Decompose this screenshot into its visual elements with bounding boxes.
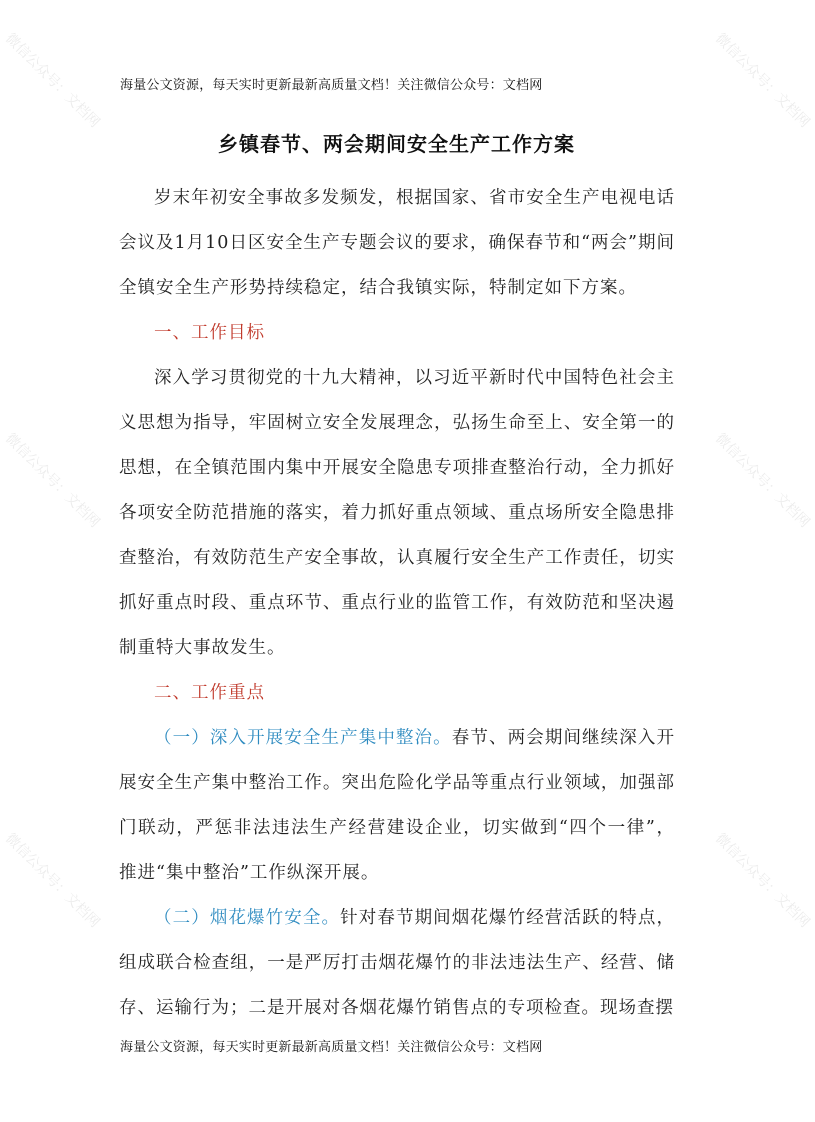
page-footer: 海量公文资源，每天实时更新最新高质量文档！关注微信公众号：文档网 bbox=[120, 1040, 543, 1055]
page-header: 海量公文资源，每天实时更新最新高质量文档！关注微信公众号：文档网 bbox=[120, 78, 543, 93]
watermark: 微信公众号：文档网 bbox=[712, 830, 813, 931]
watermark: 微信公众号：文档网 bbox=[712, 430, 813, 531]
document-body bbox=[119, 176, 675, 1031]
section-heading-goals: 一、工作目标 bbox=[154, 323, 265, 343]
focus-item-2-text: 针对春节期间烟花爆竹经营活跃的特点，组成联合检查组，一是严厉打击烟花爆竹的非法违法生产、经营、储存、运输行为；二是开展对各烟花爆竹销售点的专项检查。现场查摆 bbox=[119, 908, 676, 1018]
section-heading-focus: 二、工作重点 bbox=[154, 683, 265, 703]
focus-item-1-title: （一）深入开展安全生产集中整治。 bbox=[154, 728, 452, 748]
watermark: 微信公众号：文档网 bbox=[712, 30, 813, 131]
focus-item-1-text: 春节、两会期间继续深入开展安全生产集中整治工作。突出危险化学品等重点行业领域，加强部门联动，严惩非法违法生产经营建设企业，切实做到“四个一律”，推进“集中整治”工作纵深开展。 bbox=[119, 728, 676, 883]
document-title: 乡镇春节、两会期间安全生产工作方案 bbox=[218, 132, 575, 156]
watermark: 微信公众号：文档网 bbox=[2, 430, 103, 531]
goals-paragraph: 深入学习贯彻党的十九大精神，以习近平新时代中国特色社会主义思想为指导，牢固树立安全发展理念，弘扬生命至上、安全第一的思想，在全镇范围内集中开展安全隐患专项排查整治行动，全力抓好各项安全防范措施的落实，着力抓好重点领域、重点场所安全隐患排查整治，有效防范生产安全事故，认真履行安全生产工作责任，切实抓好重点时段、重点环节、重点行业的监管工作，有效防范和坚决遏制重特大事故发生。 bbox=[119, 368, 675, 658]
focus-item-2-title: （二）烟花爆竹安全。 bbox=[154, 908, 341, 928]
intro-paragraph: 岁末年初安全事故多发频发，根据国家、省市安全生产电视电话会议及1月10日区安全生产专题会议的要求，确保春节和“两会”期间全镇安全生产形势持续稳定，结合我镇实际，特制定如下方案。 bbox=[119, 188, 675, 298]
watermark: 微信公众号：文档网 bbox=[2, 830, 103, 931]
watermark: 微信公众号：文档网 bbox=[2, 30, 103, 131]
focus-item-2 bbox=[119, 896, 675, 1031]
focus-item-1 bbox=[119, 716, 675, 896]
